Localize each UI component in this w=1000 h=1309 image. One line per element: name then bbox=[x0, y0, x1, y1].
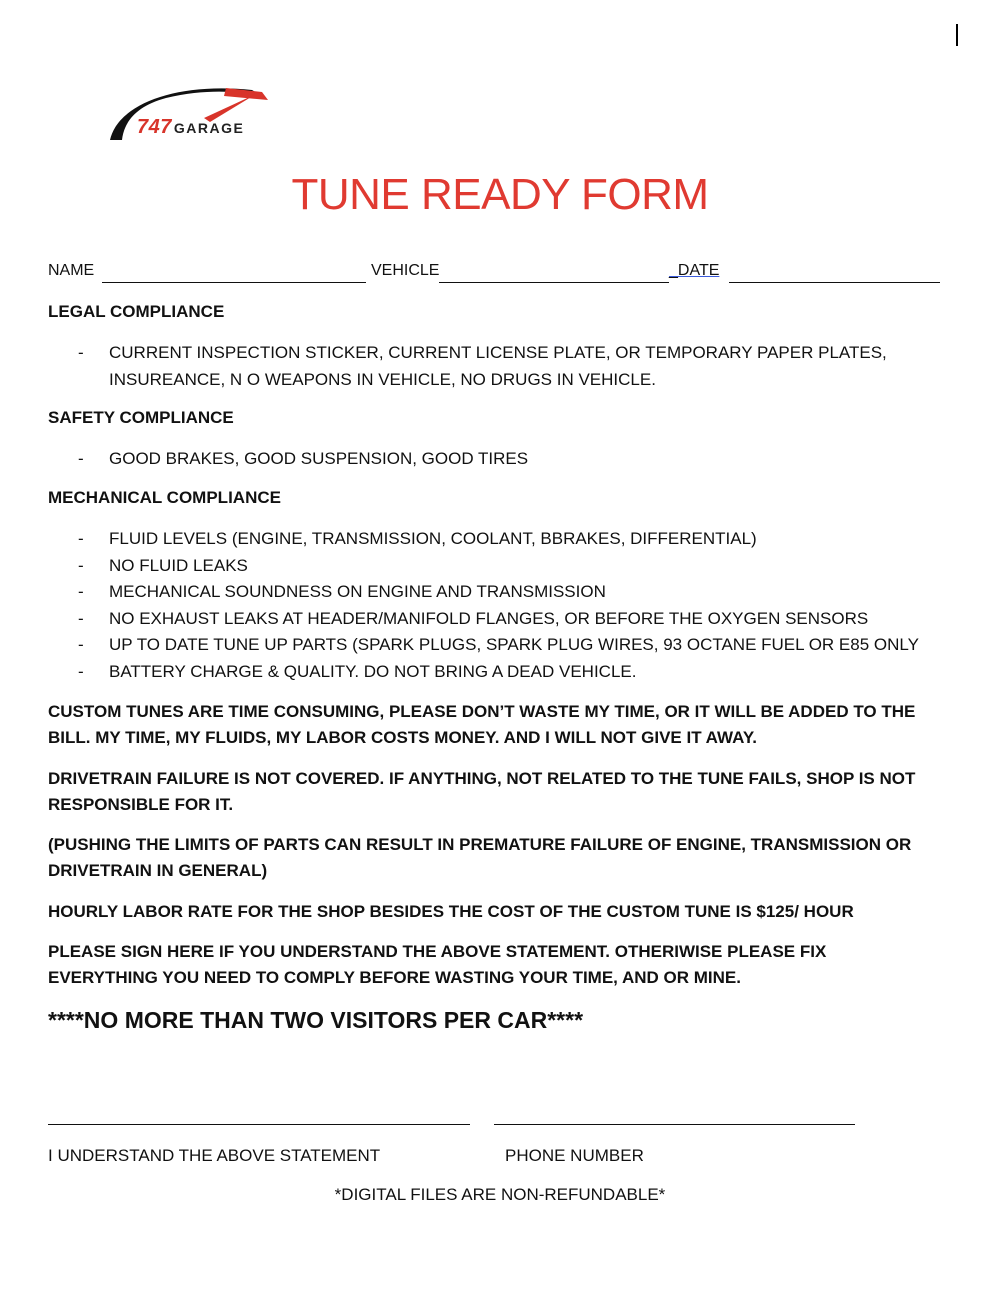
logo-text bbox=[137, 116, 244, 139]
name-field[interactable] bbox=[102, 282, 366, 283]
list-item: - BATTERY CHARGE & QUALITY. DO NOT BRING A DEAD VEHICLE. bbox=[78, 659, 919, 686]
section-heading-legal: LEGAL COMPLIANCE bbox=[48, 302, 225, 321]
list-item: - FLUID LEVELS (ENGINE, TRANSMISSION, COOLANT, BBRAKES, DIFFERENTIAL) bbox=[78, 526, 919, 553]
date-label: _DATE bbox=[669, 262, 720, 279]
paragraph-custom-tunes: CUSTOM TUNES ARE TIME CONSUMING, PLEASE DON’T WASTE MY TIME, OR IT WILL BE ADDED TO THE BILL. MY TIME, MY FLUIDS, MY LABOR COSTS MONEY. AND I WILL NOT GIVE IT AWAY. bbox=[48, 702, 916, 747]
page-title: TUNE READY FORM bbox=[291, 170, 709, 219]
text-cursor bbox=[956, 24, 958, 46]
paragraph-pushing-limits: (PUSHING THE LIMITS OF PARTS CAN RESULT IN PREMATURE FAILURE OF ENGINE, TRANSMISSION OR DRIVETRAIN IN GENERAL) bbox=[48, 835, 912, 880]
logo-word: GARAGE bbox=[173, 120, 245, 136]
legal-list bbox=[78, 340, 887, 393]
section-heading-safety: SAFETY COMPLIANCE bbox=[48, 408, 234, 427]
paragraph-drivetrain: DRIVETRAIN FAILURE IS NOT COVERED. IF ANYTHING, NOT RELATED TO THE TUNE FAILS, SHOP IS NOT RESPONSIBLE FOR IT. bbox=[48, 769, 916, 814]
section-heading-mechanical: MECHANICAL COMPLIANCE bbox=[48, 488, 281, 507]
mechanical-list bbox=[78, 526, 919, 685]
vehicle-field[interactable] bbox=[439, 282, 669, 283]
name-label: NAME bbox=[48, 262, 95, 279]
list-item: - NO EXHAUST LEAKS AT HEADER/MANIFOLD FLANGES, OR BEFORE THE OXYGEN SENSORS bbox=[78, 606, 919, 633]
list-item: - UP TO DATE TUNE UP PARTS (SPARK PLUGS, SPARK PLUG WIRES, 93 OCTANE FUEL OR E85 ONLY bbox=[78, 632, 919, 659]
paragraph-labor-rate: HOURLY LABOR RATE FOR THE SHOP BESIDES THE COST OF THE CUSTOM TUNE IS $125/ HOUR bbox=[48, 902, 854, 921]
form-header-fields bbox=[48, 262, 940, 286]
safety-list bbox=[78, 446, 528, 473]
phone-number-field[interactable] bbox=[494, 1124, 855, 1125]
date-field[interactable] bbox=[729, 282, 940, 283]
list-item: - GOOD BRAKES, GOOD SUSPENSION, GOOD TIRES bbox=[78, 446, 528, 473]
logo-number: 747 bbox=[137, 116, 172, 138]
signature-field[interactable] bbox=[48, 1124, 470, 1125]
footer-note: *DIGITAL FILES ARE NON-REFUNDABLE* bbox=[334, 1185, 666, 1204]
signature-label: I UNDERSTAND THE ABOVE STATEMENT bbox=[48, 1146, 381, 1165]
vehicle-label: VEHICLE bbox=[371, 262, 440, 279]
paragraph-sign-here: PLEASE SIGN HERE IF YOU UNDERSTAND THE ABOVE STATEMENT. OTHERIWISE PLEASE FIX EVERYTHING YOU NEED TO COMPLY BEFORE WASTING YOUR TIME, AND OR MINE. bbox=[48, 942, 827, 987]
list-item: - MECHANICAL SOUNDNESS ON ENGINE AND TRANSMISSION bbox=[78, 579, 919, 606]
list-item: - CURRENT INSPECTION STICKER, CURRENT LICENSE PLATE, OR TEMPORARY PAPER PLATES, INSUREANCE, N O WEAPONS IN VEHICLE, NO DRUGS IN VEHICLE. bbox=[78, 340, 887, 393]
visitors-notice: ****NO MORE THAN TWO VISITORS PER CAR**** bbox=[48, 1007, 584, 1033]
phone-number-label: PHONE NUMBER bbox=[505, 1146, 644, 1165]
list-item: - NO FLUID LEAKS bbox=[78, 553, 919, 580]
